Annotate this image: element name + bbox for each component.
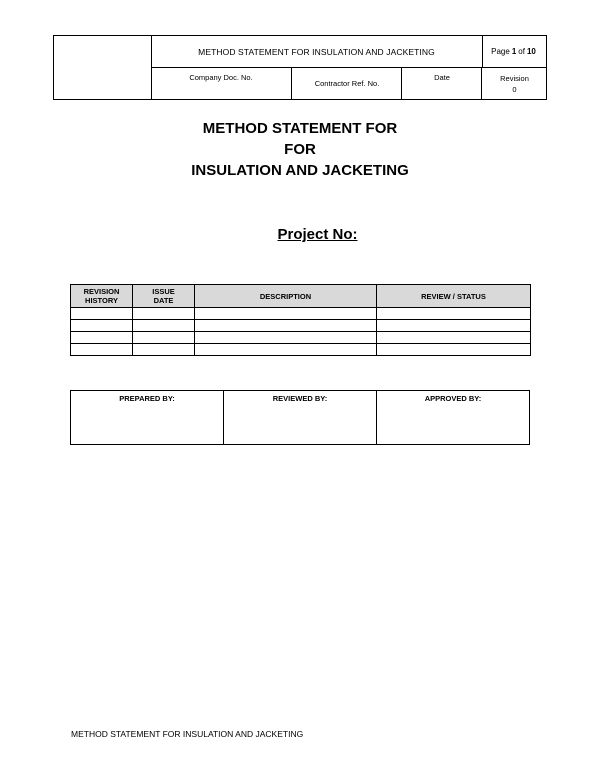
page-indicator <box>483 36 546 68</box>
title-line-1: METHOD STATEMENT FOR <box>202 120 398 137</box>
table-cell <box>195 308 377 320</box>
table-cell <box>71 332 133 344</box>
project-number-label: Project No: <box>277 226 358 243</box>
table-cell <box>71 344 133 356</box>
title-line-3: INSULATION AND JACKETING <box>191 162 409 179</box>
page-footer: METHOD STATEMENT FOR INSULATION AND JACKETING <box>71 729 304 739</box>
review-status-header: REVIEW / STATUS <box>377 285 531 308</box>
table-row <box>71 308 531 320</box>
table-cell <box>133 308 195 320</box>
page-of: of <box>518 47 525 56</box>
table-cell <box>377 332 531 344</box>
header-title: METHOD STATEMENT FOR INSULATION AND JACKETING <box>151 36 483 68</box>
table-cell <box>133 344 195 356</box>
contractor-ref-label: Contractor Ref. No. <box>293 68 402 99</box>
table-cell <box>377 320 531 332</box>
revision-history-line1: REVISION <box>83 287 120 296</box>
table-row <box>71 332 531 344</box>
issue-date-header <box>133 285 195 308</box>
page-prefix: Page <box>491 47 510 56</box>
revision-value: 0 <box>512 85 517 94</box>
page-current: 1 <box>511 47 517 56</box>
issue-date-line1: ISSUE <box>152 287 175 296</box>
revision-label: Revision <box>500 74 529 83</box>
approved-by-cell: APPROVED BY: <box>377 391 530 445</box>
signature-table <box>70 390 530 445</box>
table-cell <box>195 344 377 356</box>
title-line-2: FOR <box>284 141 316 158</box>
table-cell <box>195 332 377 344</box>
logo-cell <box>54 36 152 99</box>
issue-date-line2: DATE <box>153 296 174 305</box>
table-cell <box>377 344 531 356</box>
revision-table-header <box>71 285 531 308</box>
table-row <box>71 344 531 356</box>
description-header: DESCRIPTION <box>195 285 377 308</box>
company-doc-label: Company Doc. No. <box>151 68 292 99</box>
table-cell <box>195 320 377 332</box>
table-cell <box>377 308 531 320</box>
table-cell <box>71 308 133 320</box>
revision-history-header <box>71 285 133 308</box>
revision-history-line2: HISTORY <box>85 296 118 305</box>
revision-table <box>70 284 531 356</box>
document-header <box>53 35 547 100</box>
reviewed-by-cell: REVIEWED BY: <box>224 391 377 445</box>
table-cell <box>133 332 195 344</box>
page-total: 10 <box>526 47 536 56</box>
table-cell <box>133 320 195 332</box>
revision-cell <box>483 68 546 99</box>
prepared-by-cell: PREPARED BY: <box>71 391 224 445</box>
date-label: Date <box>403 68 482 99</box>
table-row <box>71 320 531 332</box>
table-cell <box>71 320 133 332</box>
document-title <box>0 118 600 181</box>
